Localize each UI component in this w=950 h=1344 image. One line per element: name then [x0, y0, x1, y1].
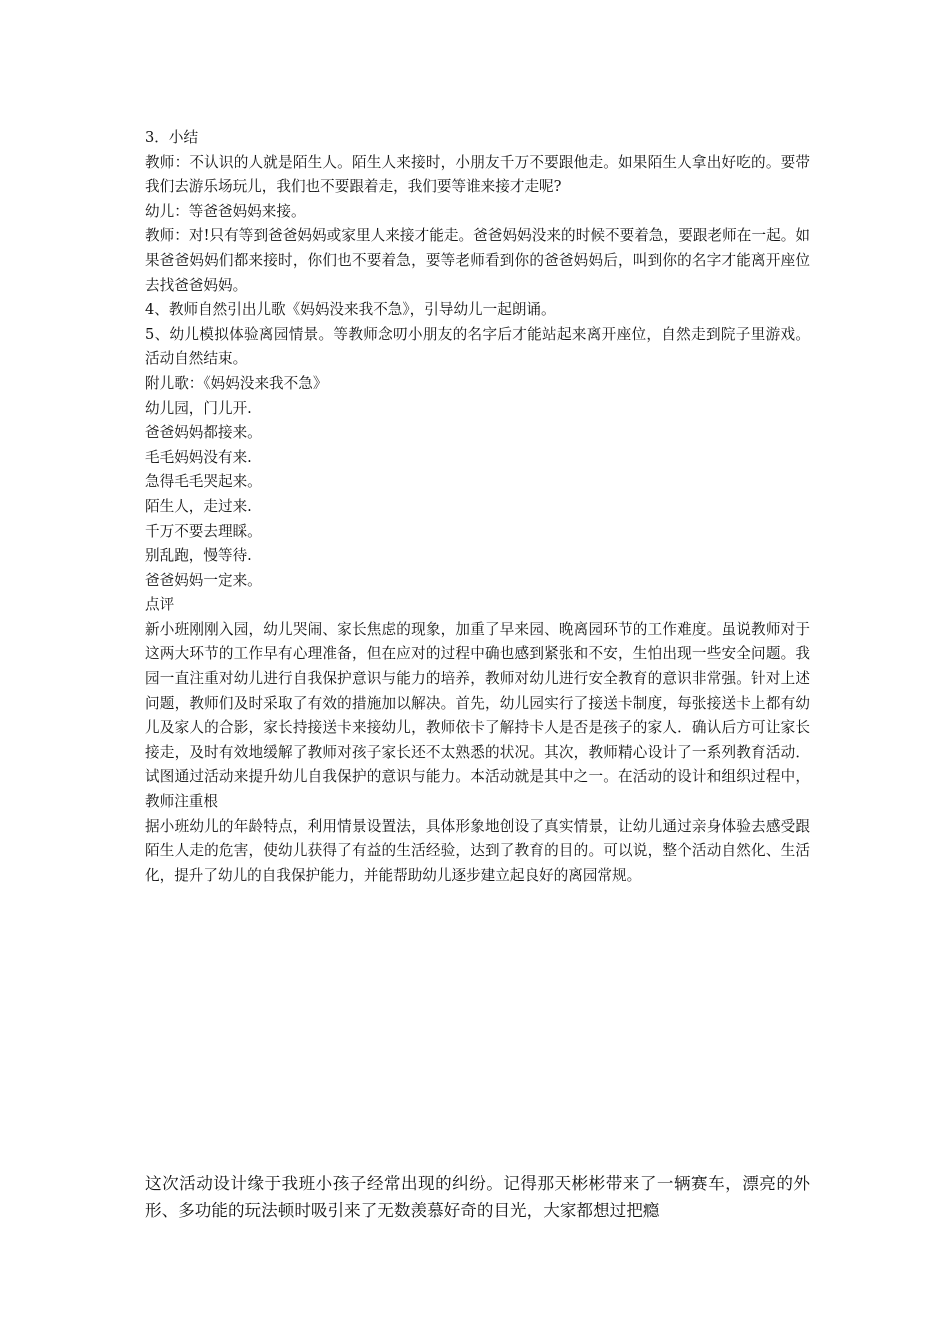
song-line: 急得毛毛哭起来。 — [145, 473, 262, 491]
teacher-dialogue-1: 教师：不认识的人就是陌生人。陌生人来接时，小朋友千万不要跟他走。如果陌生人拿出好吃的。要带我们去游乐场玩儿，我们也不要跟着走，我们要等谁来接才走呢? — [145, 153, 810, 196]
commentary-heading: 点评 — [145, 596, 175, 614]
song-line: 爸爸妈妈一定来。 — [145, 571, 262, 589]
teacher-dialogue-2: 教师：对!只有等到爸爸妈妈或家里人来接才能走。爸爸妈妈没来的时候不要着急，要跟老师在一起。如果爸爸妈妈们都来接时，你们也不要着急，要等老师看到你的爸爸妈妈后，叫到你的名字才能离开座位去找爸爸妈妈。 — [145, 227, 810, 294]
document-body — [145, 126, 810, 888]
child-dialogue: 幼儿：等爸爸妈妈来接。 — [145, 202, 306, 220]
song-line: 毛毛妈妈没有来. — [145, 448, 252, 466]
commentary-paragraph-continued: 据小班幼儿的年龄特点，利用情景设置法，具体形象地创设了真实情景，让幼儿通过亲身体验去感受跟陌生人走的危害，使幼儿获得了有益的生活经验，达到了教育的目的。可以说，整个活动自然化、生活化，提升了幼儿的自我保护能力，并能帮助幼儿逐步建立起良好的离园常规。 — [145, 817, 810, 884]
commentary-paragraph: 新小班刚刚入园，幼儿哭闹、家长焦虑的现象，加重了早来园、晚离园环节的工作难度。虽说教师对于这两大环节的工作早有心理准备，但在应对的过程中确也感到紧张和不安，生怕出现一些安全问题。我园一直注重对幼儿进行自我保护意识与能力的培养，教师对幼儿进行安全教育的意识非常强。针对上述问题，教师们及时采取了有效的措施加以解决。首先，幼儿园实行了接送卡制度，每张接送卡上都有幼儿及家人的合影，家长持接送卡来接幼儿，教师依卡了解持卡人是否是孩子的家人．确认后方可让家长接走，及时有效地缓解了教师对孩子家长还不太熟悉的状况。其次，教师精心设计了一系列教育活动．试图通过活动来提升幼儿自我保护的意识与能力。本活动就是其中之一。在活动的设计和组织过程中，教师注重根 — [145, 620, 810, 811]
step-5-paragraph: 5、幼儿模拟体验离园情景。等教师念叨小朋友的名字后才能站起来离开座位，自然走到院子里游戏。活动自然结束。 — [145, 325, 810, 368]
song-title: 附儿歌：《妈妈没来我不急》 — [145, 374, 328, 392]
song-line: 幼儿园，门儿开. — [145, 399, 252, 417]
song-line: 别乱跑，慢等待. — [145, 547, 252, 565]
next-section-body — [145, 1170, 810, 1224]
section-heading-summary: 3．小结 — [145, 129, 199, 146]
activity-origin-paragraph: 这次活动设计缘于我班小孩子经常出现的纠纷。记得那天彬彬带来了一辆赛车，漂亮的外形、多功能的玩法顿时吸引来了无数羡慕好奇的目光，大家都想过把瘾 — [145, 1174, 810, 1220]
song-line: 千万不要去理睬。 — [145, 522, 262, 540]
step-4-paragraph: 4、教师自然引出儿歌《妈妈没来我不急》，引导幼儿一起朗诵。 — [145, 301, 556, 319]
song-line: 爸爸妈妈都接来。 — [145, 424, 262, 442]
song-line: 陌生人，走过来. — [145, 497, 252, 515]
